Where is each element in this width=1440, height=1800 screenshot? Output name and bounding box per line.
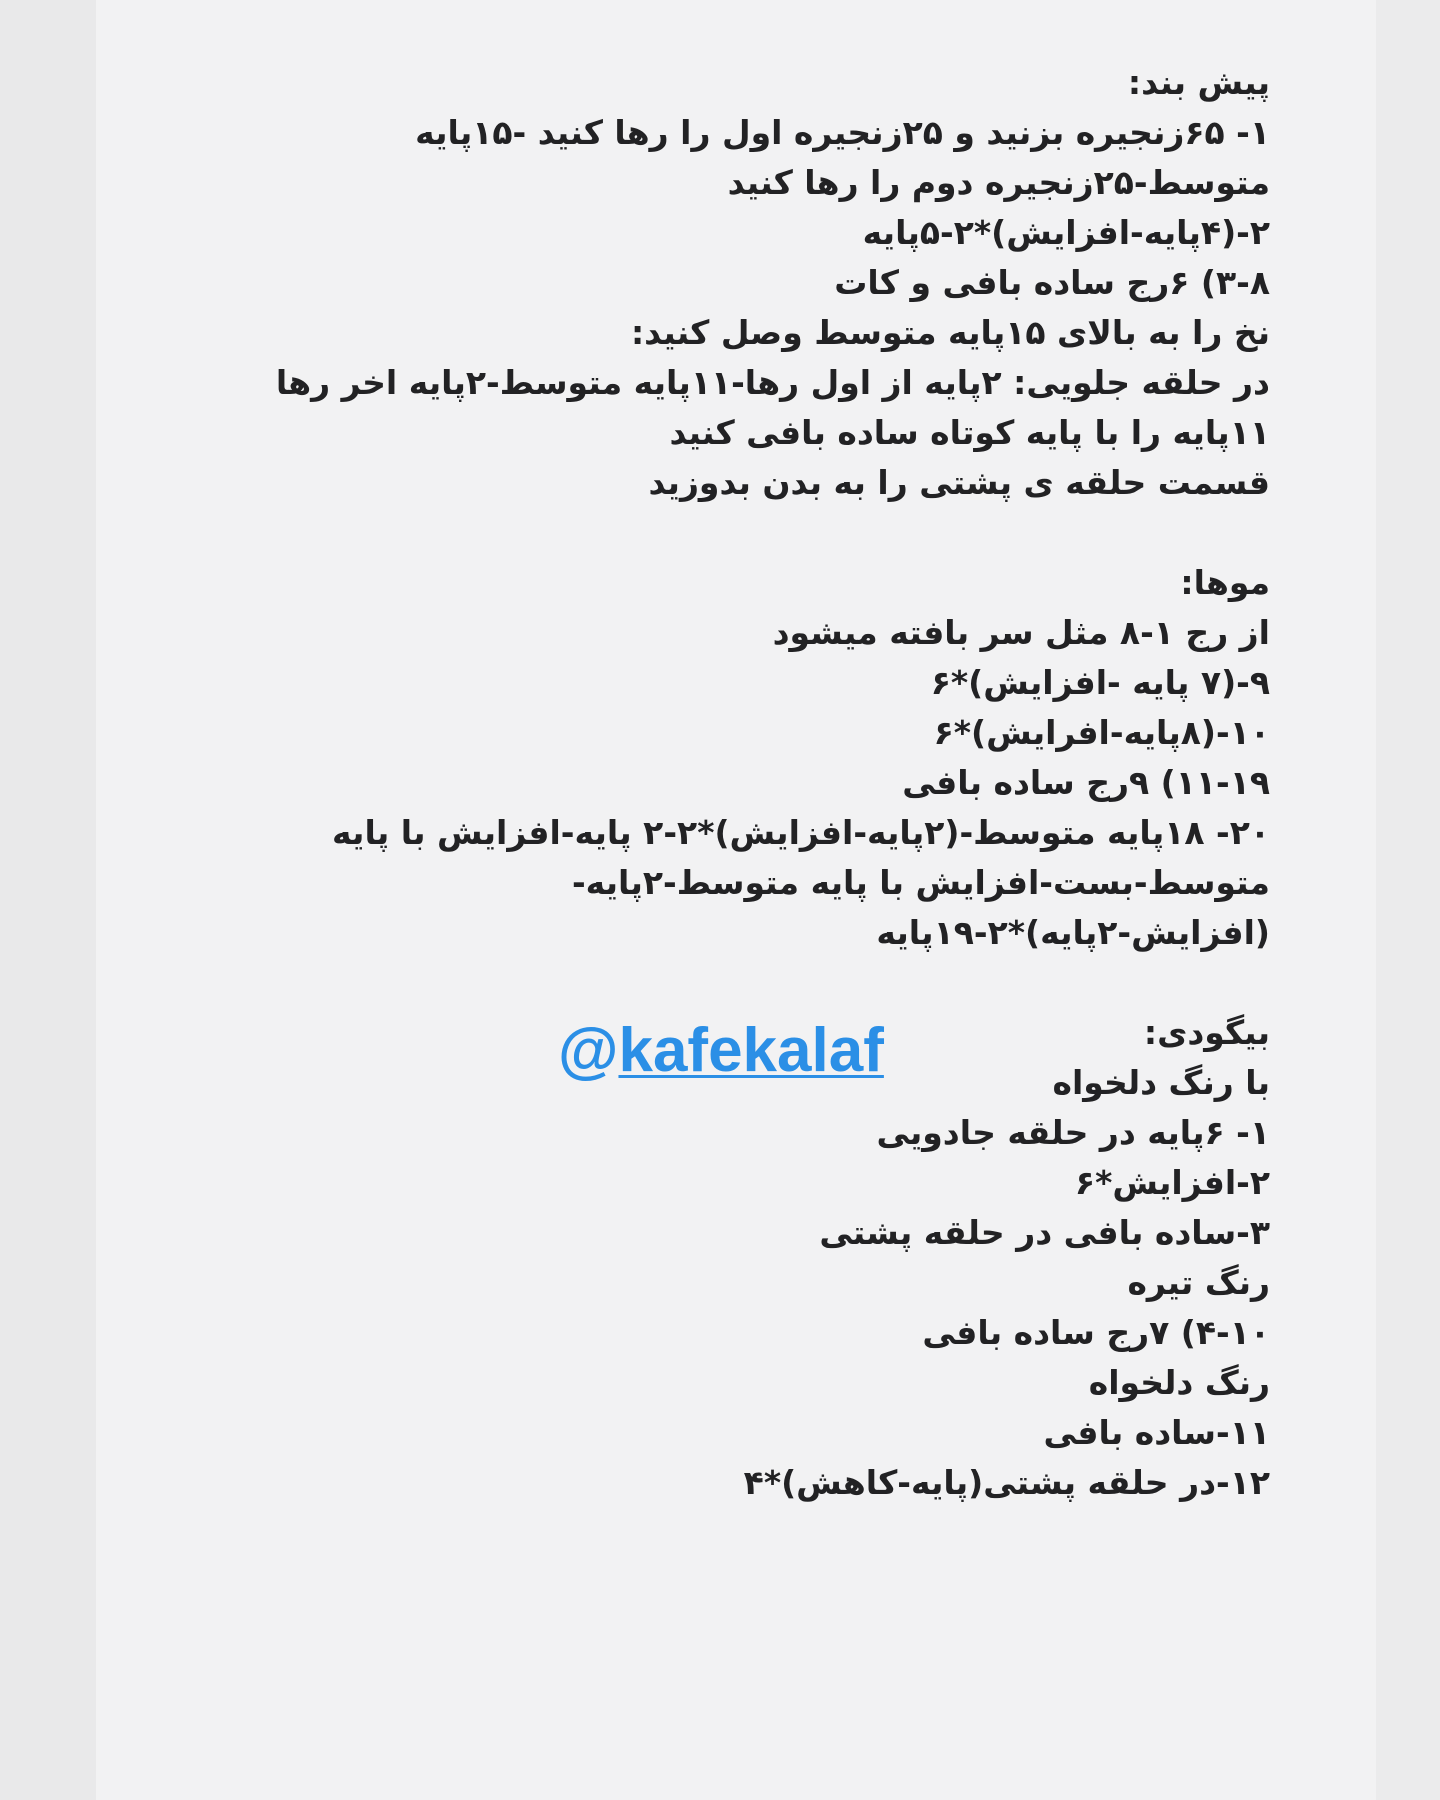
apron-section bbox=[270, 58, 1270, 508]
curler-line: ۱۲-در حلقه پشتی(پایه-کاهش)*۴ bbox=[743, 1463, 1270, 1502]
apron-line: قسمت حلقه ی پشتی را به بدن بدوزید bbox=[648, 463, 1270, 502]
curler-line: ۲-افزایش*۶ bbox=[1074, 1163, 1270, 1202]
curler-line: ۱۱-ساده بافی bbox=[1043, 1413, 1270, 1452]
apron-line: متوسط-۲۵زنجیره دوم را رها کنید bbox=[727, 163, 1270, 202]
left-margin bbox=[0, 0, 96, 1800]
at-sign: @ bbox=[558, 1016, 619, 1085]
curler-line: ۱- ۶پایه در حلقه جادویی bbox=[876, 1113, 1270, 1152]
right-margin bbox=[1376, 0, 1440, 1800]
apron-line: ۱- ۶۵زنجیره بزنید و ۲۵زنجیره اول را رها کنید -۱۵پایه bbox=[415, 113, 1270, 152]
hair-line: ۹-(۷ پایه -افزایش)*۶ bbox=[930, 663, 1270, 702]
curler-line: ۳-ساده بافی در حلقه پشتی bbox=[819, 1213, 1270, 1252]
handle-text: kafekalaf bbox=[618, 1016, 884, 1085]
hair-line: ۱۰-(۸پایه-افرایش)*۶ bbox=[933, 713, 1270, 752]
blank-line bbox=[270, 508, 1270, 558]
apron-line: ۱۱پایه را با پایه کوتاه ساده بافی کنید bbox=[669, 413, 1270, 452]
note-text bbox=[270, 58, 1270, 1508]
hair-title: موها: bbox=[1180, 563, 1270, 602]
hair-line: از رج ۱-۸ مثل سر بافته میشود bbox=[772, 613, 1270, 652]
blank-line bbox=[270, 958, 1270, 1008]
hair-line: ۲۰- ۱۸پایه متوسط-(۲پایه-افزایش)*۲-۲ پایه-افزایش با پایه bbox=[332, 813, 1270, 852]
curler-title: بیگودی: bbox=[1143, 1013, 1270, 1052]
instagram-handle-link[interactable] bbox=[558, 1015, 884, 1087]
hair-line: (افزایش-۲پایه)*۲-۱۹پایه bbox=[876, 913, 1270, 952]
apron-line: ۳-۸) ۶رج ساده بافی و کات bbox=[834, 263, 1270, 302]
curler-line: رنگ تیره bbox=[1127, 1263, 1270, 1302]
curler-line: رنگ دلخواه bbox=[1088, 1363, 1270, 1402]
hair-line: متوسط-بست-افزایش با پایه متوسط-۲پایه- bbox=[571, 863, 1270, 902]
apron-title: پیش بند: bbox=[1127, 63, 1270, 102]
apron-line: ۲-(۴پایه-افزایش)*۲-۵پایه bbox=[862, 213, 1270, 252]
curler-line: ۴-۱۰) ۷رج ساده بافی bbox=[922, 1313, 1270, 1352]
hair-line: ۱۱-۱۹) ۹رج ساده بافی bbox=[902, 763, 1270, 802]
apron-line: نخ را به بالای ۱۵پایه متوسط وصل کنید: bbox=[630, 313, 1270, 352]
hair-section bbox=[270, 558, 1270, 958]
curler-line: با رنگ دلخواه bbox=[1052, 1063, 1270, 1102]
apron-line: در حلقه جلویی: ۲پایه از اول رها-۱۱پایه متوسط-۲پایه اخر رها bbox=[275, 363, 1270, 402]
